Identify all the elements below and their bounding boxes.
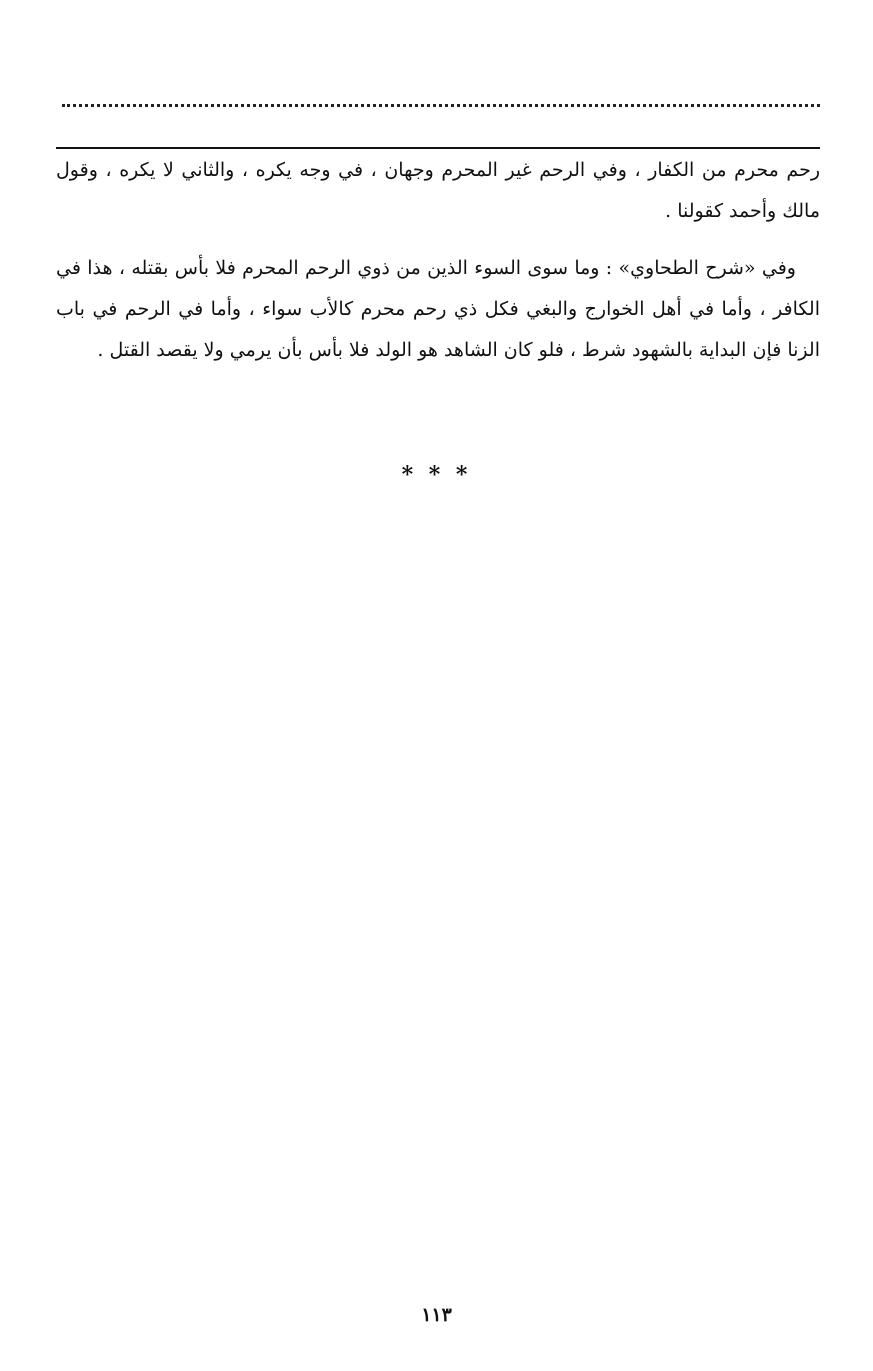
section-separator: * * *	[401, 462, 472, 488]
horizontal-rule	[56, 147, 820, 149]
paragraph-sharh-tahawi: وفي «شرح الطحاوي» : وما سوى السوء الذين من ذوي الرحم المحرم فلا بأس بقتله ، هذا في الكافر ، وأما في أهل الخوارج والبغي فكل ذي رحم محرم كالأب سواء ، وأما في الرحم في باب الزنا فإن البداية بالشهود شرط ، فلو كان الشاهد هو الولد فلا بأس بأن يرمي ولا يقصد القتل .	[56, 257, 820, 361]
paragraph-continued: رحم محرم من الكفار ، وفي الرحم غير المحرم وجهان ، في وجه يكره ، والثاني لا يكره ، وقول مالك وأحمد كقولنا .	[56, 159, 820, 222]
page-number: ١١٣	[421, 1304, 452, 1326]
main-text	[56, 150, 820, 371]
dotted-divider	[62, 104, 820, 107]
